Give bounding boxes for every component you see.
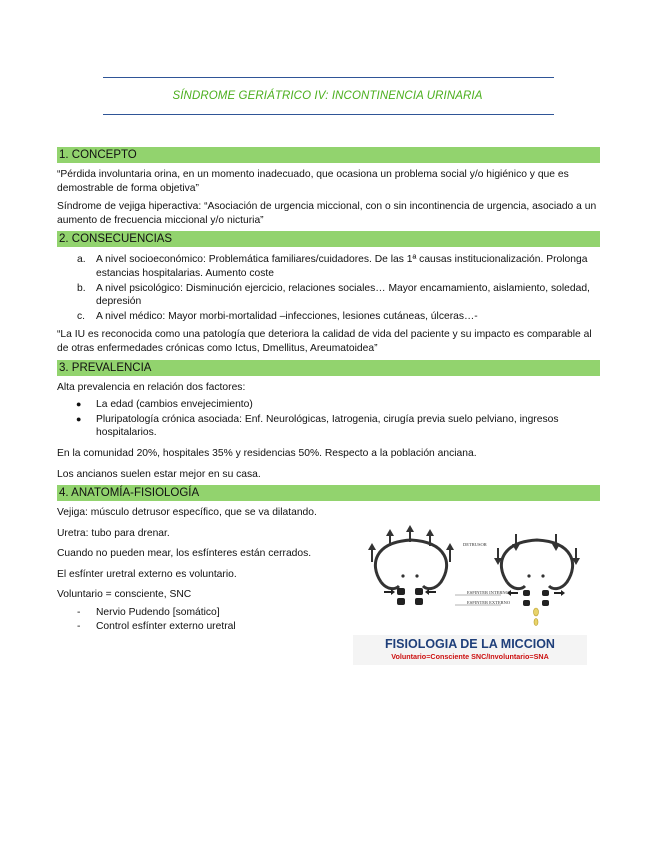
anatomia-vejiga: Vejiga: músculo detrusor específico, que se va dilatando. <box>57 507 317 519</box>
list-item-text: A nivel socioeconómico: Problemática familiares/cuidadores. De las 1ª causas institucionalización. Prolonga estancias hospitalarias. Aumento coste <box>96 254 588 279</box>
list-item <box>57 398 600 412</box>
bullet-icon: ● <box>76 413 82 424</box>
miccion-figure <box>351 524 589 664</box>
list-item <box>57 413 600 440</box>
prevalencia-casa: Los ancianos suelen estar mejor en su casa. <box>57 468 261 480</box>
section-heading-prevalencia: 3. PREVALENCIA <box>57 360 600 376</box>
list-item-text: La edad (cambios envejecimiento) <box>96 399 253 411</box>
anatomia-dash-list <box>57 606 347 633</box>
section-heading-consecuencias: 2. CONSECUENCIAS <box>57 231 600 247</box>
anatomia-voluntario: Voluntario = consciente, SNC <box>57 589 192 601</box>
figure-subcaption: Voluntario=Consciente SNC/Involuntario=SNA <box>391 652 549 661</box>
list-item <box>57 606 347 620</box>
label-esfinter-externo: ESFINTER EXTERNO <box>467 600 511 605</box>
anatomia-esfinteres: Cuando no pueden mear, los esfínteres están cerrados. <box>57 548 312 560</box>
title-top-rule <box>103 77 554 78</box>
concepto-definition: “Pérdida involuntaria orina, en un momento inadecuado, que ocasiona un problema social y/o higiénico y que es demostrable de forma objetiva” <box>57 169 569 194</box>
list-marker: c. <box>77 310 86 322</box>
prevalencia-porcentajes: En la comunidad 20%, hospitales 35% y residencias 50%. Respecto a la población anciana. <box>57 447 477 459</box>
list-item <box>57 253 600 280</box>
figure-caption: FISIOLOGIA DE LA MICCION <box>385 637 555 651</box>
list-item-text: A nivel psicológico: Disminución ejercicio, relaciones sociales… Mayor encamamiento, aislamiento, soledad, depresión <box>96 282 590 308</box>
list-item <box>57 282 600 309</box>
label-detrusor: DETRUSOR <box>463 542 487 547</box>
consecuencias-quote: “La IU es reconocida como una patología que deteriora la calidad de vida del paciente y su impacto es comparable al de otras enfermedades crónicas como Ictus, Dmellitus, Areumatoidea” <box>57 329 592 354</box>
list-marker: b. <box>77 282 86 294</box>
figure-caption-box <box>353 635 587 665</box>
title-bottom-rule <box>103 114 554 115</box>
dash-marker: - <box>77 620 81 632</box>
bladder-right <box>501 540 572 589</box>
sphincters-left <box>384 588 436 605</box>
list-marker: a. <box>77 254 86 266</box>
section-heading-concepto: 1. CONCEPTO <box>57 147 600 163</box>
consecuencias-list <box>57 253 600 323</box>
bladder-diagram <box>351 524 589 636</box>
document-title: SÍNDROME GERIÁTRICO IV: INCONTINENCIA URINARIA <box>172 90 483 102</box>
anatomia-esfinter-externo: El esfínter uretral externo es voluntario. <box>57 568 237 580</box>
anatomia-text <box>57 506 347 633</box>
urine-drops <box>534 608 539 626</box>
list-item-text: A nivel médico: Mayor morbi-mortalidad –infecciones, lesiones cutáneas, úlceras…- <box>96 310 478 322</box>
bullet-icon: ● <box>76 399 82 410</box>
dash-marker: - <box>77 607 81 619</box>
prevalencia-bullets <box>57 398 600 440</box>
anatomia-uretra: Uretra: tubo para drenar. <box>57 527 170 539</box>
list-item <box>57 310 600 324</box>
sphincters-right <box>507 590 565 606</box>
list-item-text: Control esfínter externo uretral <box>96 620 236 632</box>
list-item-text: Pluripatología crónica asociada: Enf. Neurológicas, Iatrogenia, cirugía previa suelo pelviano, ingresos hospitalarios. <box>96 413 559 439</box>
concepto-vejiga-hiperactiva: Síndrome de vejiga hiperactiva: “Asociación de urgencia miccional, con o sin incontinencia de urgencia, asociado a un aumento de frecuencia miccional y/o nicturia” <box>57 201 597 226</box>
label-esfinter-interno: ESFINTER INTERNO <box>467 590 509 595</box>
prevalencia-intro: Alta prevalencia en relación dos factores: <box>57 381 246 393</box>
list-item-text: Nervio Pudendo [somático] <box>96 607 220 619</box>
bladder-left <box>375 540 446 589</box>
section-heading-anatomia: 4. ANATOMÍA-FISIOLOGÍA <box>57 485 600 501</box>
list-item <box>57 620 347 634</box>
